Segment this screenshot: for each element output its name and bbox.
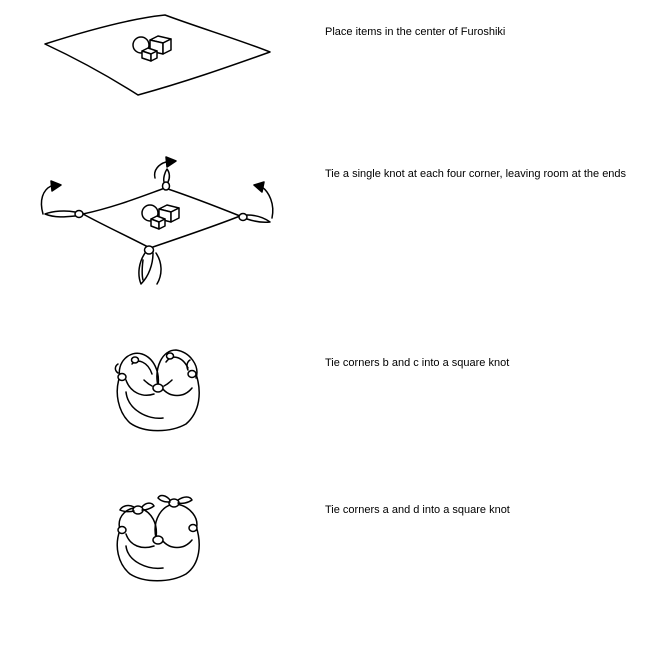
corner-knot-left xyxy=(118,527,126,534)
box-item-small xyxy=(151,216,165,229)
step-3-instruction: Tie corners b and c into a square knot xyxy=(325,357,510,369)
box-item-small xyxy=(142,48,157,61)
arrow-bottom-icon xyxy=(156,253,161,284)
knot-corner-bottom xyxy=(139,246,154,284)
corner-knot-top-right xyxy=(167,353,174,359)
knot-corner-right xyxy=(239,214,270,223)
step-2-instruction: Tie a single knot at each four corner, leaving room at the ends xyxy=(325,168,627,180)
square-knot-bc xyxy=(153,536,163,544)
corner-knot-top-left xyxy=(132,357,139,363)
knot-corner-left xyxy=(45,211,83,218)
knot-corner-top xyxy=(163,169,170,190)
arrow-top-icon xyxy=(155,157,176,178)
bag-bottom-fold xyxy=(126,546,163,568)
bag-body xyxy=(117,526,199,581)
corner-knot-right xyxy=(189,525,197,532)
square-knot-ad-right xyxy=(158,496,192,507)
step-1-illustration xyxy=(40,10,275,100)
step-4-instruction: Tie corners a and d into a square knot xyxy=(325,504,510,516)
step-2-illustration xyxy=(35,152,280,287)
step-3-illustration xyxy=(108,340,204,435)
arrow-left-icon xyxy=(41,181,61,214)
step-4-illustration xyxy=(108,490,204,585)
arrow-right-icon xyxy=(254,182,273,218)
step-1-instruction: Place items in the center of Furoshiki xyxy=(325,26,506,38)
